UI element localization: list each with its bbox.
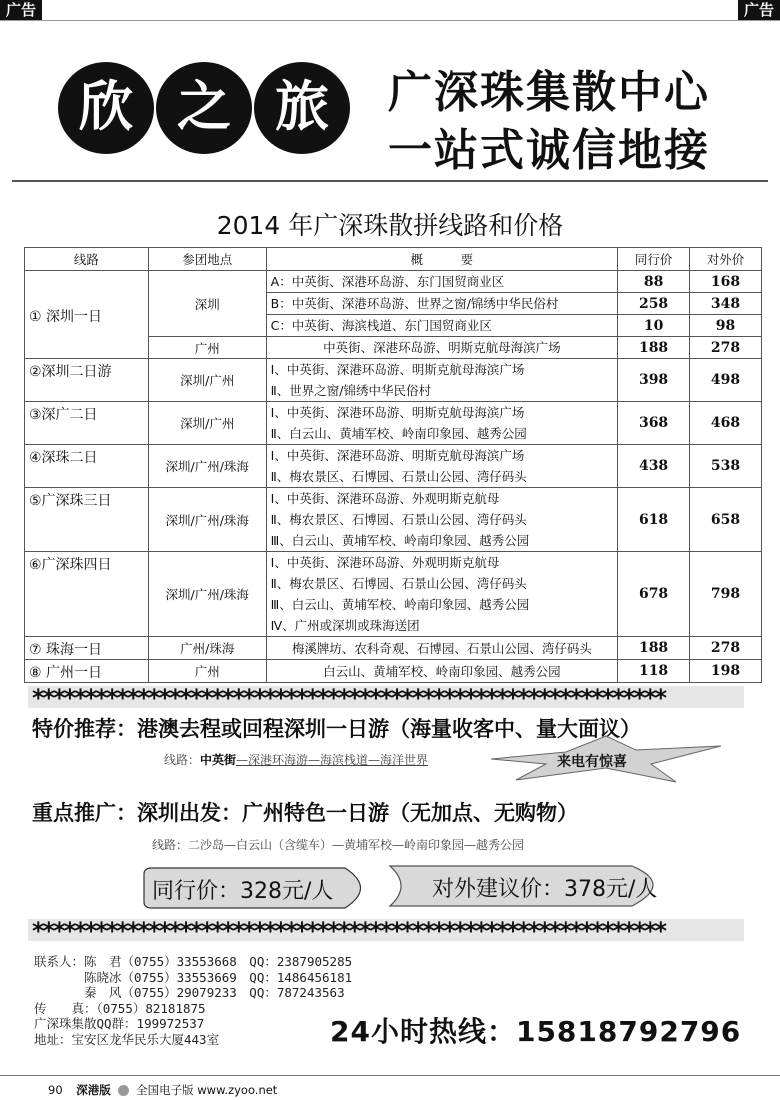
overview-line: Ⅱ、白云山、黄埔军校、岭南印象园、越秀公园 bbox=[270, 426, 527, 441]
hotline: 24小时热线：15818792796 bbox=[330, 1015, 742, 1048]
page-footer bbox=[48, 1082, 277, 1098]
logo-char-3: 旅 bbox=[254, 62, 350, 154]
contact-row: 联系人：陈 君（0755）33553668 QQ：2387905285 bbox=[34, 954, 353, 969]
table-row bbox=[25, 271, 762, 293]
header-peer-price: 同行价 bbox=[618, 248, 690, 271]
overview-cell bbox=[266, 359, 617, 402]
overview-cell bbox=[266, 660, 617, 683]
promo-2-title: 重点推广：深圳出发：广州特色一日游（无加点、无购物） bbox=[32, 801, 578, 825]
overview-line: Ⅱ、世界之窗/锦绣中华民俗村 bbox=[270, 383, 432, 398]
peer-price-cell: 398 bbox=[618, 359, 690, 402]
ad-tag-left: 广告 bbox=[0, 0, 42, 21]
overview-line: 梅溪牌坊、农科奇观、石博园、石景山公园、湾仔码头 bbox=[291, 640, 592, 656]
headline-line-2: 一站式诚信地接 bbox=[388, 125, 710, 176]
table-row bbox=[25, 637, 762, 660]
peer-price-cell: 368 bbox=[618, 402, 690, 445]
peer-price-cell: 258 bbox=[618, 293, 690, 315]
overview-cell: 中英街、深港环岛游、明斯克航母海滨广场 bbox=[266, 337, 617, 359]
peer-price-cell: 678 bbox=[618, 552, 690, 637]
retail-price-cell: 278 bbox=[690, 637, 762, 660]
location-cell: 深圳/广州 bbox=[148, 402, 266, 445]
header-location: 参团地点 bbox=[148, 248, 266, 271]
retail-price-cell: 538 bbox=[690, 445, 762, 488]
retail-price-pill: 对外建议价：378元/人 bbox=[432, 877, 658, 902]
stars-divider-1: ************************************************************ bbox=[32, 684, 666, 712]
peer-price-cell: 438 bbox=[618, 445, 690, 488]
retail-price-cell: 498 bbox=[690, 359, 762, 402]
route-cell: ⑧ 广州一日 bbox=[25, 660, 149, 683]
overview-cell bbox=[266, 637, 617, 660]
overview-line: Ⅱ、梅农景区、石博园、石景山公园、湾仔码头 bbox=[270, 512, 527, 527]
promo-1-route bbox=[164, 751, 428, 768]
location-cell: 深圳/广州/珠海 bbox=[148, 552, 266, 637]
promo-2-route: 线路：二沙岛—白云山（含缆车）—黄埔军校—岭南印象园—越秀公园 bbox=[152, 838, 525, 852]
location-cell: 广州 bbox=[148, 660, 266, 683]
website-label: 全国电子版 www.zyoo.net bbox=[136, 1083, 278, 1097]
peer-price-cell: 618 bbox=[618, 488, 690, 552]
route-cell: ⑥广深珠四日 bbox=[25, 552, 149, 637]
retail-price-cell: 168 bbox=[690, 271, 762, 293]
page-number: 90 bbox=[48, 1083, 63, 1097]
overview-line: 白云山、黄埔军校、岭南印象园、越秀公园 bbox=[323, 663, 561, 679]
overview-line: Ⅰ、中英街、深港环岛游、明斯克航母海滨广场 bbox=[270, 405, 525, 420]
overview-line: Ⅳ、广州或深圳或珠海送团 bbox=[270, 618, 420, 633]
overview-cell bbox=[266, 445, 617, 488]
table-row bbox=[25, 660, 762, 683]
contact-row: 秦 风（0755）29079233 QQ：787243563 bbox=[34, 985, 345, 1000]
peer-price-cell: 10 bbox=[618, 315, 690, 337]
table-row bbox=[25, 359, 762, 402]
overview-line: Ⅰ、中英街、深港环岛游、外观明斯克航母 bbox=[270, 491, 500, 506]
table-row bbox=[25, 402, 762, 445]
overview-cell: B：中英街、深港环岛游、世界之窗/锦绣中华民俗村 bbox=[266, 293, 617, 315]
location-cell: 深圳 bbox=[148, 271, 266, 337]
headline-line-1: 广深珠集散中心 bbox=[388, 67, 710, 118]
retail-price-cell: 198 bbox=[690, 660, 762, 683]
table-row bbox=[25, 552, 762, 637]
retail-price-cell: 798 bbox=[690, 552, 762, 637]
overview-line: Ⅰ、中英街、深港环岛游、明斯克航母海滨广场 bbox=[270, 362, 525, 377]
overview-cell: A：中英街、深港环岛游、东门国贸商业区 bbox=[266, 271, 617, 293]
location-cell: 广州/珠海 bbox=[148, 637, 266, 660]
table-header-row bbox=[25, 248, 762, 271]
top-border bbox=[0, 20, 780, 21]
route-label: 线路： bbox=[164, 753, 201, 767]
header-route: 线路 bbox=[25, 248, 149, 271]
overview-line: Ⅲ、白云山、黄埔军校、岭南印象园、越秀公园 bbox=[270, 533, 530, 548]
ad-tag-right: 广告 bbox=[738, 0, 780, 21]
contact-block bbox=[34, 954, 352, 1047]
location-cell: 广州 bbox=[148, 337, 266, 359]
stars-divider-2: ************************************************************ bbox=[32, 917, 666, 945]
location-cell: 深圳/广州/珠海 bbox=[148, 488, 266, 552]
route-cell: ③深广二日 bbox=[25, 402, 149, 445]
promo-1-title: 特价推荐：港澳去程或回程深圳一日游（海量收客中、量大面议） bbox=[32, 717, 641, 741]
overview-line: Ⅱ、梅农景区、石博园、石景山公园、湾仔码头 bbox=[270, 576, 527, 591]
table-title: 2014 年广深珠散拼线路和价格 bbox=[216, 211, 564, 240]
overview-cell: C：中英街、海滨栈道、东门国贸商业区 bbox=[266, 315, 617, 337]
table-row bbox=[25, 445, 762, 488]
overview-line: Ⅰ、中英街、深港环岛游、外观明斯克航母 bbox=[270, 555, 500, 570]
contact-row: 传 真：（0755）82181875 bbox=[34, 1000, 206, 1016]
edition-logo-icon bbox=[118, 1085, 129, 1096]
header-retail-price: 对外价 bbox=[690, 248, 762, 271]
header-divider bbox=[12, 180, 768, 182]
overview-line: Ⅰ、中英街、深港环岛游、明斯克航母海滨广场 bbox=[270, 448, 525, 463]
retail-price-cell: 348 bbox=[690, 293, 762, 315]
route-cell: ④深珠二日 bbox=[25, 445, 149, 488]
route-cell: ⑤广深珠三日 bbox=[25, 488, 149, 552]
contact-row: 地址：宝安区龙华民乐大厦443室 bbox=[34, 1031, 220, 1047]
route-cell: ②深圳二日游 bbox=[25, 359, 149, 402]
contact-row: 陈晓冰（0755）33553669 QQ：1486456181 bbox=[34, 969, 353, 985]
logo-char-2: 之 bbox=[156, 62, 252, 154]
table-row bbox=[25, 488, 762, 552]
edition-label: 深港版 bbox=[76, 1083, 111, 1097]
route-rest: —深港环海游—海滨栈道—海洋世界 bbox=[236, 753, 429, 767]
route-cell: ⑦ 珠海一日 bbox=[25, 637, 149, 660]
overview-line: Ⅱ、梅农景区、石博园、石景山公园、湾仔码头 bbox=[270, 469, 527, 484]
retail-price-cell: 98 bbox=[690, 315, 762, 337]
retail-price-cell: 468 bbox=[690, 402, 762, 445]
retail-price-cell: 658 bbox=[690, 488, 762, 552]
location-cell: 深圳/广州/珠海 bbox=[148, 445, 266, 488]
peer-price-cell: 188 bbox=[618, 637, 690, 660]
tour-rows bbox=[25, 359, 762, 683]
route-start: 中英街 bbox=[200, 753, 237, 767]
overview-cell bbox=[266, 488, 617, 552]
brand-logo bbox=[58, 62, 358, 154]
overview-cell bbox=[266, 552, 617, 637]
retail-price-cell: 278 bbox=[690, 337, 762, 359]
location-cell: 深圳/广州 bbox=[148, 359, 266, 402]
peer-price-cell: 88 bbox=[618, 271, 690, 293]
price-table bbox=[24, 247, 762, 683]
header-overview: 概 要 bbox=[266, 248, 617, 271]
peer-price-cell: 118 bbox=[618, 660, 690, 683]
overview-line: Ⅲ、白云山、黄埔军校、岭南印象园、越秀公园 bbox=[270, 597, 530, 612]
footer-divider bbox=[0, 1075, 780, 1076]
contact-row: 广深珠集散QQ群：199972537 bbox=[34, 1016, 205, 1031]
logo-char-1: 欣 bbox=[58, 62, 154, 154]
peer-price-pill: 同行价：328元/人 bbox=[152, 879, 334, 904]
surprise-callout: 来电有惊喜 bbox=[557, 754, 627, 770]
peer-price-cell: 188 bbox=[618, 337, 690, 359]
overview-cell bbox=[266, 402, 617, 445]
route-cell: ① 深圳一日 bbox=[25, 271, 149, 359]
